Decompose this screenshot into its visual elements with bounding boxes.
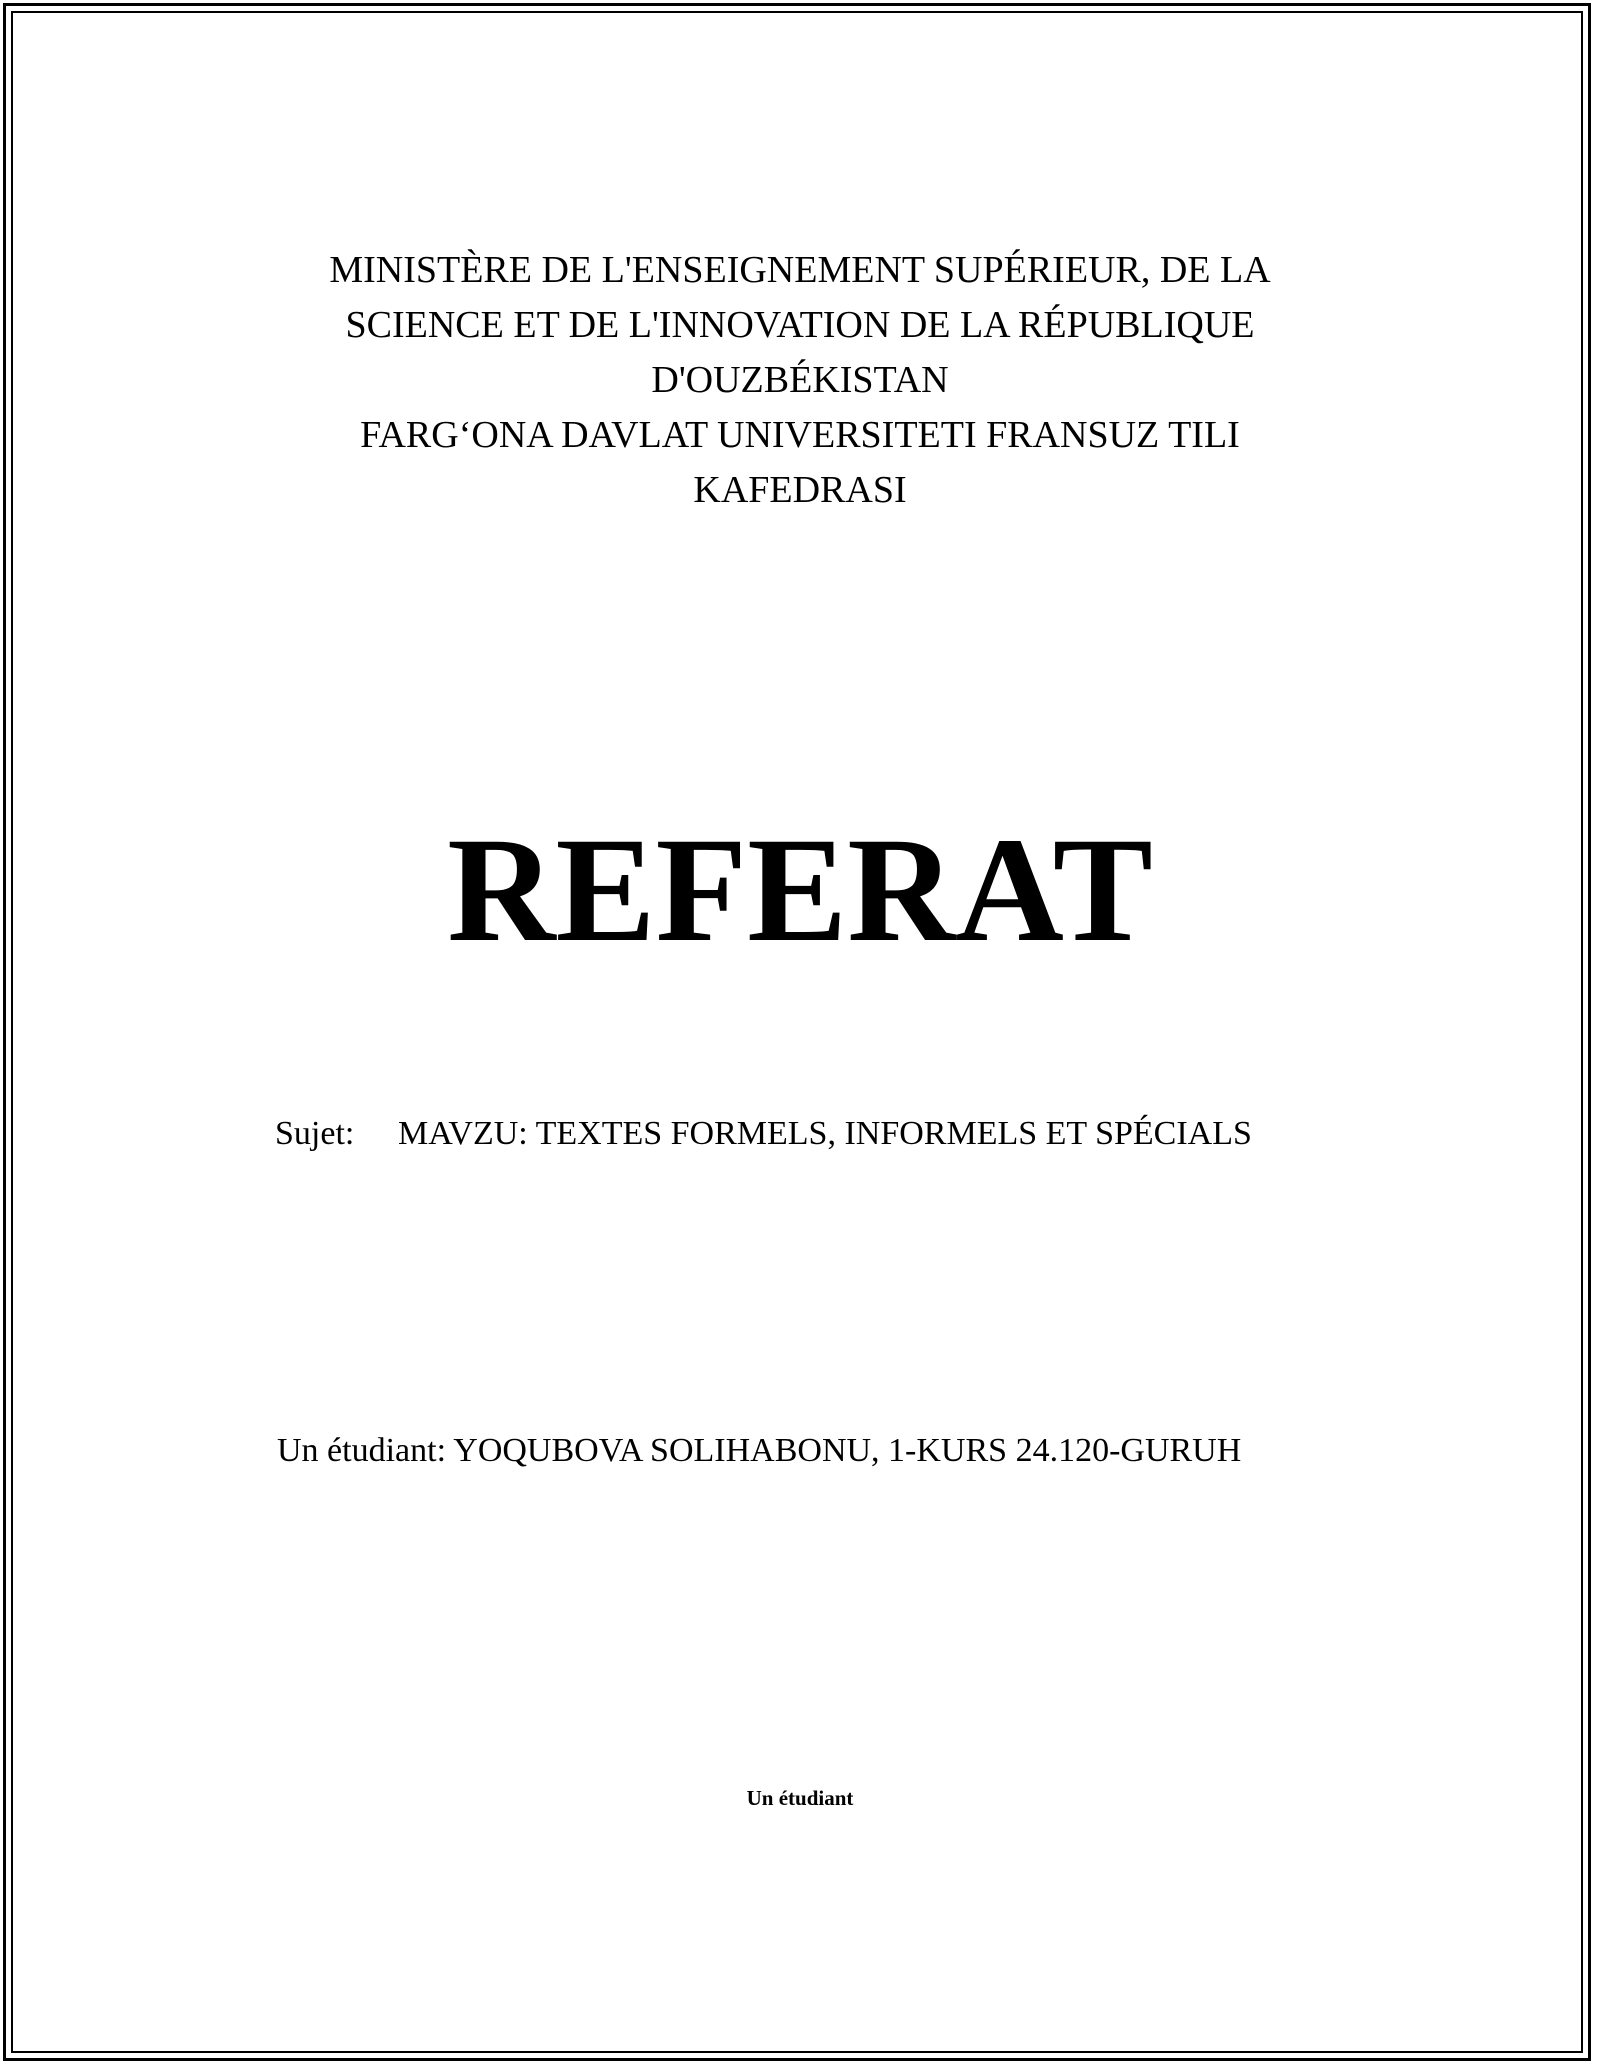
document-title: REFERAT <box>447 807 1153 973</box>
header-line: SCIENCE ET DE L'INNOVATION DE LA RÉPUBLIQUE <box>345 304 1255 346</box>
student-line: Un étudiant: YOQUBOVA SOLIHABONU, 1-KURS 24.120-GURUH <box>277 1432 1242 1469</box>
subject-line <box>275 1110 1252 1158</box>
subject-value: MAVZU: TEXTES FORMELS, INFORMELS ET SPÉCIALS <box>398 1115 1252 1152</box>
header-line: FARG‘ONA DAVLAT UNIVERSITETI FRANSUZ TILI <box>360 414 1240 456</box>
footer-label: Un étudiant <box>746 1786 854 1810</box>
subject-label: Sujet: <box>275 1115 355 1152</box>
institution-header <box>200 243 1400 518</box>
header-line: D'OUZBÉKISTAN <box>651 359 949 401</box>
header-line: KAFEDRASI <box>693 469 907 511</box>
header-line: MINISTÈRE DE L'ENSEIGNEMENT SUPÉRIEUR, DE LA <box>329 249 1271 291</box>
